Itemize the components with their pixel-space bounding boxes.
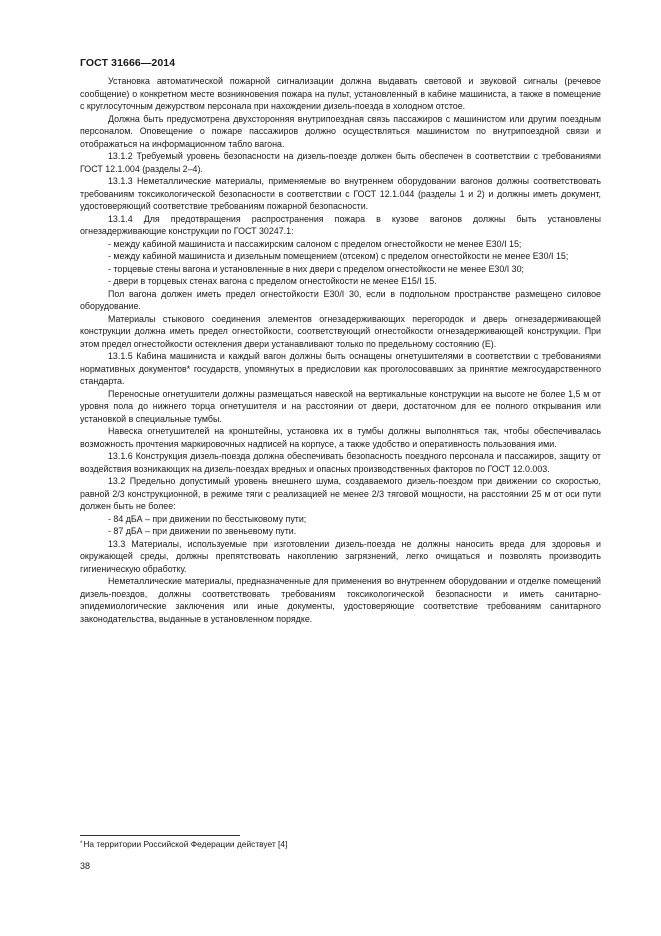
paragraph: 13.1.5 Кабина машиниста и каждый вагон должны быть оснащены огнетушителями в соответствии с требованиями нормативных документов* государств, упомянутых в предисловии как проголосовавших за принятие межгосударственного стандарта. xyxy=(80,351,601,386)
list-item: - между кабиной машиниста и пассажирским салоном с пределом огнестойкости не менее Е30/I 15; xyxy=(108,238,522,249)
document-header: ГОСТ 31666—2014 xyxy=(80,57,176,69)
footnote xyxy=(80,839,601,850)
paragraph: Материалы стыкового соединения элементов огнезадерживающих перегородок и дверь огнезадерживающей конструкции должна иметь предел огнестойкости, соответствующий огнестойкости огнезадерживающей конструкции. При этом предел огнестойкости остекления двери устанавливают только по предельному состоянию (Е). xyxy=(80,313,601,349)
footnote-text: На территории Российской Федерации действует [4] xyxy=(83,839,288,849)
page-number: 38 xyxy=(80,861,91,871)
paragraph: Установка автоматической пожарной сигнализации должна выдавать световой и звуковой сигналы (речевое сообщение) о конкретном месте возникновения пожара на пульт, установленный в кабине машиниста, а также в помещение с круглосуточным дежурством персонала при нахождении дизель-поезда в холодном отстое. xyxy=(80,76,601,111)
list-item: - 87 дБА – при движении по звеньевому пути. xyxy=(108,526,297,536)
paragraph: 13.2 Предельно допустимый уровень внешнего шума, создаваемого дизель-поездом при движении со скоростью, равной 2/3 конструкционной, в режиме тяги с реализацией не менее 2/3 тяговой мощности, на расстоянии 25 м от оси пути должен быть не более: xyxy=(80,476,601,511)
paragraph: 13.1.2 Требуемый уровень безопасности на дизель-поезде должен быть обеспечен в соответствии с требованиями ГОСТ 12.1.004 (разделы 2–4). xyxy=(80,151,601,174)
paragraph: Неметаллические материалы, предназначенные для применения во внутреннем оборудовании и отделке помещений дизель-поездов, должны соответствовать требованиям токсикологической безопасности и иметь санитарно-эпидемиологические заключения или иные документы, удостоверяющие соответствие требованиям санитарного законодательства, выданные в установленном порядке. xyxy=(80,576,601,624)
paragraph: Должна быть предусмотрена двухсторонняя внутрипоездная связь пассажиров с машинистом или другим поездным персоналом. Оповещение о пожаре пассажиров должно осуществляться машинистом по внутрипоездной связи и отображаться на информационном табло вагона. xyxy=(80,113,601,149)
paragraph: Пол вагона должен иметь предел огнестойкости Е30/I 30, если в подпольном пространстве размещено силовое оборудование. xyxy=(80,288,601,311)
paragraph: 13.1.6 Конструкция дизель-поезда должна обеспечивать безопасность поездного персонала и пассажиров, защиту от воздействия возникающих на дизель-поездах вредных и опасных производственных факторов по ГОСТ 12.0.003. xyxy=(80,451,601,474)
footnote-mark: * xyxy=(80,841,83,847)
list-item: - торцевые стены вагона и установленные в них двери с пределом огнестойкости не менее Е30/I 30; xyxy=(108,263,525,274)
paragraph: 13.3 Материалы, используемые при изготовлении дизель-поезда не должны наносить вреда для здоровья и окружающей среды, должны препятствовать накоплению загрязнений, легко очищаться и позволять производить гигиеническую обработку. xyxy=(80,538,601,574)
list-item: - между кабиной машиниста и дизельным помещением (отсеком) с пределом огнестойкости не менее Е30/I 15; xyxy=(108,251,569,261)
document-body xyxy=(80,75,601,625)
list-item: - 84 дБА – при движении по бесстыковому пути; xyxy=(108,513,307,524)
list-item: - двери в торцевых стенах вагона с пределом огнестойкости не менее Е15/I 15. xyxy=(108,276,437,286)
paragraph: Переносные огнетушители должны размещаться навеской на вертикальные конструкции на высоте не более 1,5 м от уровня пола до нижнего торца огнетушителя и на расстоянии от двери, достаточном для ее полного открывания или установкой в специальные тумбы. xyxy=(80,388,601,424)
paragraph: 13.1.3 Неметаллические материалы, применяемые во внутреннем оборудовании вагонов должны соответствовать требованиям токсикологической безопасности в соответствии с ГОСТ 12.1.044 (разделы 1 и 2) и должны иметь документ, удостоверяющий соответствие требованиям пожарной безопасности. xyxy=(80,176,601,211)
paragraph: Навеска огнетушителей на кронштейны, установка их в тумбы должны выполняться так, чтобы обеспечивалась возможность прочтения маркировочных надписей на корпусе, а также удобство и оперативность пользования ими. xyxy=(80,426,601,449)
footnote-divider xyxy=(80,835,240,836)
paragraph: 13.1.4 Для предотвращения распространения пожара в кузове вагонов должны быть установлены огнезадерживающие конструкции по ГОСТ 30247.1: xyxy=(80,213,601,236)
